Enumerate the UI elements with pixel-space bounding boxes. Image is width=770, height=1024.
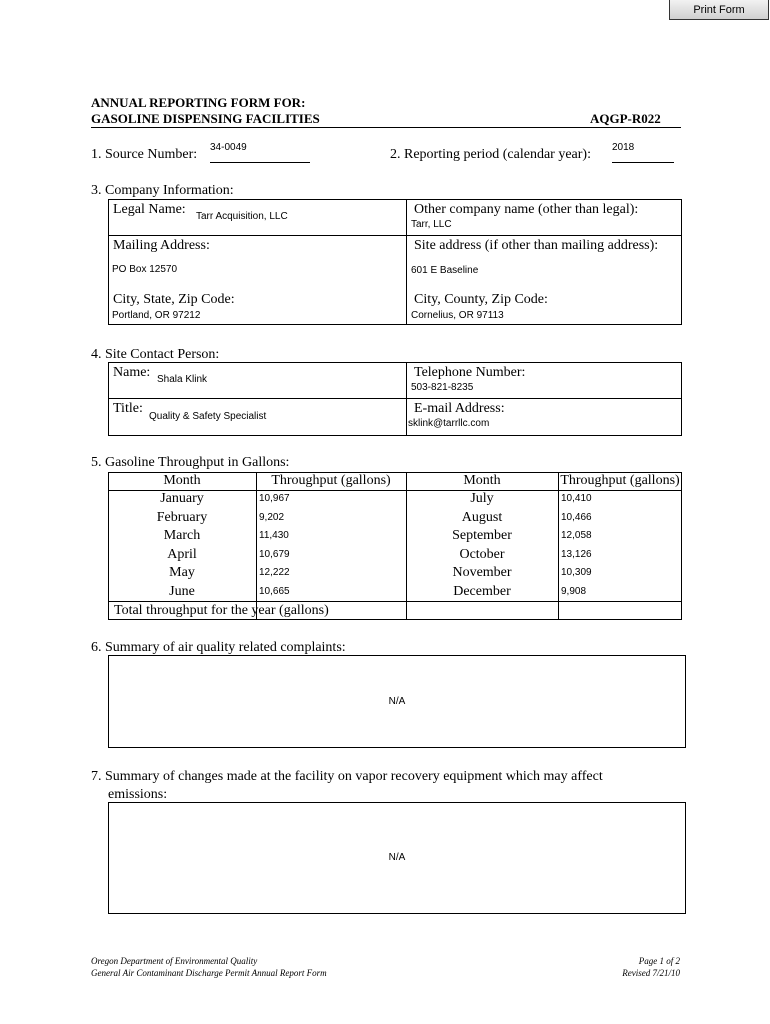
month-label-august: August xyxy=(461,509,503,525)
throughput-input-february[interactable]: 9,202 xyxy=(259,511,285,523)
footer-right xyxy=(560,955,680,979)
month-label-june: June xyxy=(169,583,195,599)
vapor-recovery-label xyxy=(91,768,603,804)
month-label-october: October xyxy=(459,546,505,562)
source-number-label: 1. Source Number: xyxy=(91,147,198,162)
form-code: AQGP-R022 xyxy=(590,111,661,126)
source-number-underline xyxy=(210,162,310,163)
contact-title-label: Title: xyxy=(113,401,143,416)
throughput-input-december[interactable]: 9,908 xyxy=(561,585,587,597)
print-form-button[interactable]: Print Form xyxy=(669,0,769,20)
site-contact-row-rule xyxy=(108,398,682,399)
month-label-july: July xyxy=(470,491,494,506)
throughput-input-march[interactable]: 11,430 xyxy=(259,530,289,541)
company-info-row-rule xyxy=(108,235,682,236)
contact-name-input[interactable]: Shala Klink xyxy=(157,374,208,385)
footer-revised-date: Revised 7/21/10 xyxy=(622,968,680,978)
throughput-input-april[interactable]: 10,679 xyxy=(259,548,290,560)
telephone-input[interactable]: 503-821-8235 xyxy=(411,382,474,393)
throughput-input-may[interactable]: 12,222 xyxy=(259,567,290,578)
other-name-input[interactable]: Tarr, LLC xyxy=(411,219,452,230)
email-label: E-mail Address: xyxy=(414,401,505,416)
city-county-zip-label: City, County, Zip Code: xyxy=(414,292,548,307)
left-month-header: Month xyxy=(163,473,201,488)
complaints-value: N/A xyxy=(388,696,406,707)
footer-agency: Oregon Department of Environmental Quality xyxy=(91,956,258,966)
site-address-label: Site address (if other than mailing address): xyxy=(414,238,659,253)
footer-form-name: General Air Contaminant Discharge Permit Annual Report Form xyxy=(91,968,327,978)
reporting-period-input[interactable]: 2018 xyxy=(612,142,635,153)
month-label-april: April xyxy=(167,546,197,562)
month-label-march: March xyxy=(163,528,201,543)
throughput-col-rule-1 xyxy=(256,472,257,620)
site-contact-label: 4. Site Contact Person: xyxy=(91,347,220,362)
footer-left xyxy=(91,955,327,979)
complaints-label: 6. Summary of air quality related complaints: xyxy=(91,640,346,655)
site-address-input[interactable]: 601 E Baseline xyxy=(411,265,479,276)
city-state-zip-label: City, State, Zip Code: xyxy=(113,292,235,307)
telephone-label: Telephone Number: xyxy=(414,365,526,380)
left-throughput-header: Throughput (gallons) xyxy=(271,473,391,488)
month-label-november: November xyxy=(452,565,512,580)
form-title-line2: GASOLINE DISPENSING FACILITIES xyxy=(91,111,320,126)
contact-title-input[interactable]: Quality & Safety Specialist xyxy=(149,411,267,422)
complaints-box[interactable] xyxy=(108,655,686,748)
throughput-input-august[interactable]: 10,466 xyxy=(561,511,592,523)
throughput-total-rule xyxy=(108,601,682,602)
source-number-input[interactable]: 34-0049 xyxy=(210,142,247,153)
city-county-zip-input[interactable]: Cornelius, OR 97113 xyxy=(411,310,504,321)
company-info-label: 3. Company Information: xyxy=(91,183,234,198)
month-label-february: February xyxy=(156,509,208,525)
form-title-line1: ANNUAL REPORTING FORM FOR: xyxy=(91,95,306,110)
contact-name-label: Name: xyxy=(113,365,151,380)
reporting-period-underline xyxy=(612,162,674,163)
legal-name-input[interactable]: Tarr Acquisition, LLC xyxy=(196,211,288,222)
company-info-divider xyxy=(406,199,407,325)
throughput-input-june[interactable]: 10,665 xyxy=(259,585,290,597)
throughput-col-rule-3 xyxy=(558,472,559,620)
month-label-january: January xyxy=(160,491,204,506)
legal-name-label: Legal Name: xyxy=(113,202,186,217)
throughput-input-january[interactable]: 10,967 xyxy=(259,493,290,504)
total-throughput-label: Total throughput for the year (gallons) xyxy=(114,603,329,618)
city-state-zip-input[interactable]: Portland, OR 97212 xyxy=(112,310,201,321)
vapor-recovery-value: N/A xyxy=(388,852,406,863)
vapor-recovery-box[interactable] xyxy=(108,802,686,914)
vapor-recovery-label-line1: 7. Summary of changes made at the facility on vapor recovery equipment which may affect xyxy=(91,769,603,784)
throughput-input-october[interactable]: 13,126 xyxy=(561,548,592,560)
throughput-input-july[interactable]: 10,410 xyxy=(561,493,592,504)
month-label-december: December xyxy=(453,583,511,599)
throughput-input-september[interactable]: 12,058 xyxy=(561,530,592,541)
other-name-label: Other company name (other than legal): xyxy=(414,202,639,217)
mailing-address-label: Mailing Address: xyxy=(113,238,210,253)
site-contact-divider xyxy=(406,362,407,436)
form-title xyxy=(91,95,320,127)
right-month-header: Month xyxy=(463,473,501,488)
header-rule xyxy=(91,127,681,128)
month-label-september: September xyxy=(452,528,512,543)
reporting-period-label: 2. Reporting period (calendar year): xyxy=(390,147,591,162)
mailing-address-input[interactable]: PO Box 12570 xyxy=(112,264,178,275)
throughput-input-november[interactable]: 10,309 xyxy=(561,567,592,578)
footer-page-number: Page 1 of 2 xyxy=(638,956,680,966)
total-throughput-input[interactable] xyxy=(410,606,550,618)
email-input[interactable]: sklink@tarrllc.com xyxy=(408,418,490,429)
month-label-may: May xyxy=(169,565,195,580)
right-throughput-header: Throughput (gallons) xyxy=(560,473,680,488)
vapor-recovery-label-line2: emissions: xyxy=(108,787,168,802)
throughput-section-label: 5. Gasoline Throughput in Gallons: xyxy=(91,455,290,470)
